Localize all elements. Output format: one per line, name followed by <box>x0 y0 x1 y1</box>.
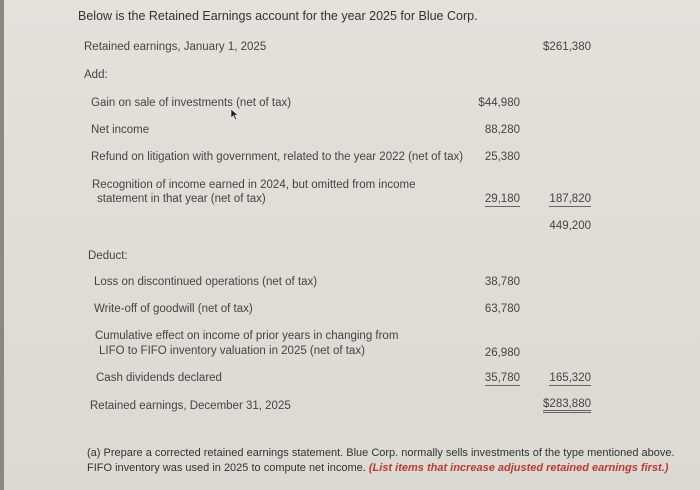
add-item-label-cont: statement in that year (net of tax) <box>97 193 266 205</box>
add-item-label: Net income <box>91 124 150 136</box>
intro-text: Below is the Retained Earnings account for the year 2025 for Blue Corp. <box>78 9 478 23</box>
deduct-item-amount: 38,780 <box>484 276 520 288</box>
deduct-item-label: Cash dividends declared <box>96 372 222 384</box>
problem-page <box>4 0 700 490</box>
add-item-amount: 25,380 <box>484 151 520 163</box>
closing-amount: $283,880 <box>543 398 591 413</box>
add-item-label: Refund on litigation with government, related to the year 2022 (net of tax) <box>91 151 464 163</box>
task-instructions <box>87 446 697 476</box>
opening-amount: $261,380 <box>543 41 591 53</box>
mouse-pointer-icon <box>230 108 239 121</box>
deduct-total: 165,320 <box>549 372 591 384</box>
deduct-item-amount: 26,980 <box>484 347 520 359</box>
add-item-label: Gain on sale of investments (net of tax) <box>91 97 292 109</box>
add-heading: Add: <box>84 69 108 81</box>
subtotal-amount: 449,200 <box>549 220 591 232</box>
deduct-item-amount: 63,780 <box>484 303 520 315</box>
add-total: 187,820 <box>549 193 591 205</box>
deduct-item-amount: 35,780 <box>484 372 520 384</box>
task-hint: (List items that increase adjusted retained earnings first.) <box>368 462 669 474</box>
task-text: (a) Prepare a corrected retained earnings statement. Blue Corp. normally sells investments of the type mentioned above. FIFO inventory was used in 2025 to compute net income. <box>87 447 675 474</box>
deduct-item-label: Cumulative effect on income of prior years in changing from <box>95 330 399 342</box>
opening-label: Retained earnings, January 1, 2025 <box>84 41 267 53</box>
add-item-amount: 29,180 <box>484 193 520 205</box>
add-item-amount: 88,280 <box>484 124 520 136</box>
add-item-label: Recognition of income earned in 2024, but omitted from income <box>92 179 416 191</box>
closing-label: Retained earnings, December 31, 2025 <box>90 400 291 412</box>
deduct-heading: Deduct: <box>88 250 128 262</box>
add-item-amount: $44,980 <box>478 97 520 109</box>
deduct-item-label: Write-off of goodwill (net of tax) <box>94 303 253 315</box>
deduct-item-label: Loss on discontinued operations (net of tax) <box>94 276 318 288</box>
deduct-item-label-cont: LIFO to FIFO inventory valuation in 2025 (net of tax) <box>99 345 365 357</box>
